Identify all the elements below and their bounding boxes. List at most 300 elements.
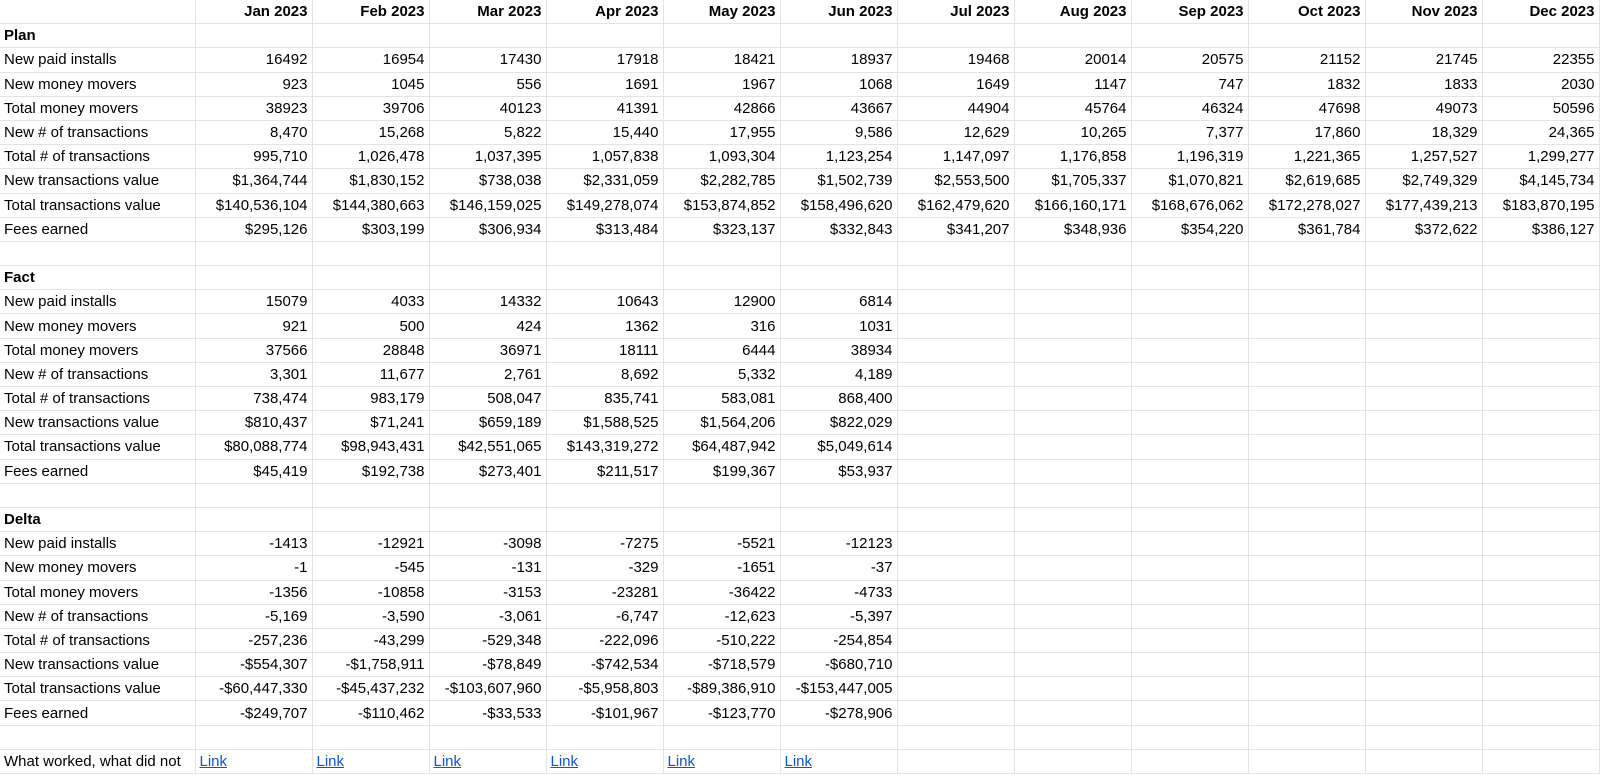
value-cell[interactable]: -$60,447,330: [195, 677, 312, 701]
value-cell[interactable]: $1,588,525: [546, 411, 663, 435]
value-cell[interactable]: 1,147,097: [897, 145, 1014, 169]
value-cell[interactable]: [1014, 435, 1131, 459]
value-cell[interactable]: 1,026,478: [312, 145, 429, 169]
empty-cell[interactable]: [1248, 266, 1365, 290]
value-cell[interactable]: [897, 435, 1014, 459]
value-cell[interactable]: $1,830,152: [312, 169, 429, 193]
empty-cell[interactable]: [1131, 24, 1248, 48]
section-title[interactable]: Fact: [0, 266, 195, 290]
empty-cell[interactable]: [195, 725, 312, 749]
value-cell[interactable]: [897, 580, 1014, 604]
empty-cell[interactable]: [897, 266, 1014, 290]
value-cell[interactable]: 1,196,319: [1131, 145, 1248, 169]
metric-label[interactable]: New money movers: [0, 72, 195, 96]
empty-cell[interactable]: [663, 483, 780, 507]
value-cell[interactable]: [1482, 677, 1599, 701]
value-cell[interactable]: $4,145,734: [1482, 169, 1599, 193]
value-cell[interactable]: -$78,849: [429, 653, 546, 677]
value-cell[interactable]: $166,160,171: [1014, 193, 1131, 217]
empty-cell[interactable]: [1365, 24, 1482, 48]
value-cell[interactable]: $2,553,500: [897, 169, 1014, 193]
value-cell[interactable]: -131: [429, 556, 546, 580]
value-cell[interactable]: $98,943,431: [312, 435, 429, 459]
value-cell[interactable]: 36971: [429, 338, 546, 362]
value-cell[interactable]: 21152: [1248, 48, 1365, 72]
value-cell[interactable]: 1068: [780, 72, 897, 96]
value-cell[interactable]: [1131, 628, 1248, 652]
empty-cell[interactable]: [663, 725, 780, 749]
value-cell[interactable]: -$249,707: [195, 701, 312, 725]
month-header-cell[interactable]: Oct 2023: [1248, 0, 1365, 24]
value-cell[interactable]: 47698: [1248, 96, 1365, 120]
value-cell[interactable]: $313,484: [546, 217, 663, 241]
value-cell[interactable]: 18,329: [1365, 120, 1482, 144]
value-cell[interactable]: $162,479,620: [897, 193, 1014, 217]
value-cell[interactable]: $386,127: [1482, 217, 1599, 241]
value-cell[interactable]: [897, 387, 1014, 411]
metric-label[interactable]: New # of transactions: [0, 120, 195, 144]
value-cell[interactable]: [1131, 532, 1248, 556]
value-cell[interactable]: $659,189: [429, 411, 546, 435]
value-cell[interactable]: -1356: [195, 580, 312, 604]
value-cell[interactable]: 2,761: [429, 362, 546, 386]
value-cell[interactable]: [1482, 362, 1599, 386]
metric-label[interactable]: Total transactions value: [0, 677, 195, 701]
value-cell[interactable]: 49073: [1365, 96, 1482, 120]
value-cell[interactable]: $361,784: [1248, 217, 1365, 241]
link-cell[interactable]: [1131, 749, 1248, 773]
value-cell[interactable]: -3,590: [312, 604, 429, 628]
value-cell[interactable]: 41391: [546, 96, 663, 120]
empty-cell[interactable]: [429, 24, 546, 48]
value-cell[interactable]: [1014, 290, 1131, 314]
empty-cell[interactable]: [312, 24, 429, 48]
value-cell[interactable]: [1248, 338, 1365, 362]
value-cell[interactable]: 39706: [312, 96, 429, 120]
value-cell[interactable]: [1014, 459, 1131, 483]
value-cell[interactable]: $153,874,852: [663, 193, 780, 217]
empty-cell[interactable]: [429, 507, 546, 531]
value-cell[interactable]: $1,705,337: [1014, 169, 1131, 193]
value-cell[interactable]: 8,692: [546, 362, 663, 386]
value-cell[interactable]: [1014, 314, 1131, 338]
value-cell[interactable]: [1248, 532, 1365, 556]
value-cell[interactable]: 1691: [546, 72, 663, 96]
value-cell[interactable]: -12,623: [663, 604, 780, 628]
empty-cell[interactable]: [780, 266, 897, 290]
metric-label[interactable]: Fees earned: [0, 217, 195, 241]
empty-cell[interactable]: [1365, 266, 1482, 290]
empty-cell[interactable]: [546, 507, 663, 531]
empty-cell[interactable]: [0, 725, 195, 749]
value-cell[interactable]: [1365, 290, 1482, 314]
value-cell[interactable]: -$5,958,803: [546, 677, 663, 701]
value-cell[interactable]: -23281: [546, 580, 663, 604]
value-cell[interactable]: -$153,447,005: [780, 677, 897, 701]
value-cell[interactable]: [1014, 556, 1131, 580]
value-cell[interactable]: -$110,462: [312, 701, 429, 725]
value-cell[interactable]: [897, 604, 1014, 628]
value-cell[interactable]: [1248, 653, 1365, 677]
value-cell[interactable]: 3,301: [195, 362, 312, 386]
notes-label[interactable]: What worked, what did not: [0, 749, 195, 773]
empty-cell[interactable]: [780, 483, 897, 507]
value-cell[interactable]: [1482, 701, 1599, 725]
value-cell[interactable]: 15079: [195, 290, 312, 314]
empty-cell[interactable]: [1365, 725, 1482, 749]
empty-cell[interactable]: [0, 483, 195, 507]
metric-label[interactable]: Total money movers: [0, 96, 195, 120]
value-cell[interactable]: 983,179: [312, 387, 429, 411]
empty-cell[interactable]: [1482, 725, 1599, 749]
section-title[interactable]: Plan: [0, 24, 195, 48]
metric-label[interactable]: New transactions value: [0, 411, 195, 435]
value-cell[interactable]: -222,096: [546, 628, 663, 652]
value-cell[interactable]: 17918: [546, 48, 663, 72]
link-cell[interactable]: [1014, 749, 1131, 773]
empty-cell[interactable]: [663, 266, 780, 290]
metric-label[interactable]: New transactions value: [0, 169, 195, 193]
value-cell[interactable]: $2,749,329: [1365, 169, 1482, 193]
metric-label[interactable]: Total # of transactions: [0, 628, 195, 652]
value-cell[interactable]: 44904: [897, 96, 1014, 120]
value-cell[interactable]: $1,502,739: [780, 169, 897, 193]
value-cell[interactable]: -3,061: [429, 604, 546, 628]
value-cell[interactable]: 12,629: [897, 120, 1014, 144]
value-cell[interactable]: $183,870,195: [1482, 193, 1599, 217]
metric-label[interactable]: New money movers: [0, 314, 195, 338]
empty-cell[interactable]: [195, 266, 312, 290]
value-cell[interactable]: [1131, 411, 1248, 435]
empty-cell[interactable]: [663, 241, 780, 265]
value-cell[interactable]: [1482, 653, 1599, 677]
month-header-cell[interactable]: Sep 2023: [1131, 0, 1248, 24]
value-cell[interactable]: -3098: [429, 532, 546, 556]
empty-cell[interactable]: [897, 241, 1014, 265]
value-cell[interactable]: -$45,437,232: [312, 677, 429, 701]
value-cell[interactable]: 6444: [663, 338, 780, 362]
empty-cell[interactable]: [1482, 483, 1599, 507]
value-cell[interactable]: $1,564,206: [663, 411, 780, 435]
value-cell[interactable]: 16492: [195, 48, 312, 72]
report-link[interactable]: Link: [199, 752, 228, 770]
report-link[interactable]: Link: [433, 752, 462, 770]
value-cell[interactable]: 508,047: [429, 387, 546, 411]
value-cell[interactable]: $53,937: [780, 459, 897, 483]
value-cell[interactable]: $341,207: [897, 217, 1014, 241]
value-cell[interactable]: $144,380,663: [312, 193, 429, 217]
metric-label[interactable]: Total transactions value: [0, 193, 195, 217]
empty-cell[interactable]: [1482, 507, 1599, 531]
value-cell[interactable]: -43,299: [312, 628, 429, 652]
value-cell[interactable]: $45,419: [195, 459, 312, 483]
value-cell[interactable]: [1014, 677, 1131, 701]
value-cell[interactable]: [897, 701, 1014, 725]
value-cell[interactable]: $177,439,213: [1365, 193, 1482, 217]
empty-cell[interactable]: [780, 507, 897, 531]
report-link[interactable]: Link: [550, 752, 579, 770]
value-cell[interactable]: $2,331,059: [546, 169, 663, 193]
value-cell[interactable]: $323,137: [663, 217, 780, 241]
value-cell[interactable]: -$680,710: [780, 653, 897, 677]
value-cell[interactable]: $168,676,062: [1131, 193, 1248, 217]
value-cell[interactable]: -4733: [780, 580, 897, 604]
report-link[interactable]: Link: [316, 752, 345, 770]
value-cell[interactable]: 42866: [663, 96, 780, 120]
month-header-cell[interactable]: Jun 2023: [780, 0, 897, 24]
value-cell[interactable]: $211,517: [546, 459, 663, 483]
empty-cell[interactable]: [663, 24, 780, 48]
value-cell[interactable]: [1482, 532, 1599, 556]
value-cell[interactable]: [1365, 628, 1482, 652]
value-cell[interactable]: 43667: [780, 96, 897, 120]
value-cell[interactable]: [1365, 387, 1482, 411]
value-cell[interactable]: $1,364,744: [195, 169, 312, 193]
empty-cell[interactable]: [897, 507, 1014, 531]
value-cell[interactable]: 995,710: [195, 145, 312, 169]
value-cell[interactable]: [1482, 604, 1599, 628]
value-cell[interactable]: 46324: [1131, 96, 1248, 120]
value-cell[interactable]: -1651: [663, 556, 780, 580]
value-cell[interactable]: 40123: [429, 96, 546, 120]
link-cell[interactable]: [429, 749, 546, 773]
empty-cell[interactable]: [546, 483, 663, 507]
empty-cell[interactable]: [0, 241, 195, 265]
value-cell[interactable]: [1482, 580, 1599, 604]
empty-cell[interactable]: [1131, 483, 1248, 507]
value-cell[interactable]: $810,437: [195, 411, 312, 435]
value-cell[interactable]: 15,440: [546, 120, 663, 144]
report-link[interactable]: Link: [784, 752, 813, 770]
value-cell[interactable]: -$123,770: [663, 701, 780, 725]
value-cell[interactable]: [1365, 556, 1482, 580]
value-cell[interactable]: [1482, 459, 1599, 483]
value-cell[interactable]: [1365, 604, 1482, 628]
value-cell[interactable]: $192,738: [312, 459, 429, 483]
value-cell[interactable]: 1,123,254: [780, 145, 897, 169]
empty-cell[interactable]: [429, 241, 546, 265]
value-cell[interactable]: [1482, 290, 1599, 314]
value-cell[interactable]: $372,622: [1365, 217, 1482, 241]
value-cell[interactable]: [1365, 314, 1482, 338]
metric-label[interactable]: New money movers: [0, 556, 195, 580]
value-cell[interactable]: -36422: [663, 580, 780, 604]
value-cell[interactable]: 1833: [1365, 72, 1482, 96]
value-cell[interactable]: [1248, 677, 1365, 701]
value-cell[interactable]: -12921: [312, 532, 429, 556]
metric-label[interactable]: Fees earned: [0, 701, 195, 725]
metric-label[interactable]: New paid installs: [0, 290, 195, 314]
empty-cell[interactable]: [1248, 241, 1365, 265]
month-header-cell[interactable]: Apr 2023: [546, 0, 663, 24]
value-cell[interactable]: -1413: [195, 532, 312, 556]
value-cell[interactable]: [1365, 580, 1482, 604]
value-cell[interactable]: 5,822: [429, 120, 546, 144]
value-cell[interactable]: [1014, 580, 1131, 604]
value-cell[interactable]: 38923: [195, 96, 312, 120]
corner-cell[interactable]: [0, 0, 195, 24]
month-header-cell[interactable]: Jan 2023: [195, 0, 312, 24]
value-cell[interactable]: -$718,579: [663, 653, 780, 677]
value-cell[interactable]: -$33,533: [429, 701, 546, 725]
value-cell[interactable]: 923: [195, 72, 312, 96]
month-header-cell[interactable]: May 2023: [663, 0, 780, 24]
value-cell[interactable]: 18937: [780, 48, 897, 72]
value-cell[interactable]: [1131, 604, 1248, 628]
value-cell[interactable]: [1248, 628, 1365, 652]
value-cell[interactable]: 18111: [546, 338, 663, 362]
value-cell[interactable]: [1131, 677, 1248, 701]
value-cell[interactable]: [1365, 411, 1482, 435]
value-cell[interactable]: [1131, 435, 1248, 459]
value-cell[interactable]: 4033: [312, 290, 429, 314]
empty-cell[interactable]: [1248, 507, 1365, 531]
value-cell[interactable]: [1014, 653, 1131, 677]
value-cell[interactable]: $64,487,942: [663, 435, 780, 459]
value-cell[interactable]: -510,222: [663, 628, 780, 652]
value-cell[interactable]: $158,496,620: [780, 193, 897, 217]
value-cell[interactable]: 17430: [429, 48, 546, 72]
value-cell[interactable]: 424: [429, 314, 546, 338]
empty-cell[interactable]: [1248, 24, 1365, 48]
empty-cell[interactable]: [897, 483, 1014, 507]
value-cell[interactable]: $143,319,272: [546, 435, 663, 459]
metric-label[interactable]: Fees earned: [0, 459, 195, 483]
value-cell[interactable]: [1131, 362, 1248, 386]
value-cell[interactable]: 20014: [1014, 48, 1131, 72]
metric-label[interactable]: Total transactions value: [0, 435, 195, 459]
value-cell[interactable]: -10858: [312, 580, 429, 604]
value-cell[interactable]: $738,038: [429, 169, 546, 193]
empty-cell[interactable]: [1014, 507, 1131, 531]
value-cell[interactable]: 8,470: [195, 120, 312, 144]
value-cell[interactable]: [1131, 290, 1248, 314]
value-cell[interactable]: 38934: [780, 338, 897, 362]
value-cell[interactable]: [1248, 580, 1365, 604]
value-cell[interactable]: 1967: [663, 72, 780, 96]
value-cell[interactable]: -257,236: [195, 628, 312, 652]
value-cell[interactable]: [1248, 290, 1365, 314]
empty-cell[interactable]: [1365, 241, 1482, 265]
value-cell[interactable]: [897, 556, 1014, 580]
value-cell[interactable]: [1131, 338, 1248, 362]
value-cell[interactable]: $2,282,785: [663, 169, 780, 193]
value-cell[interactable]: [1482, 387, 1599, 411]
value-cell[interactable]: [1482, 556, 1599, 580]
link-cell[interactable]: [780, 749, 897, 773]
value-cell[interactable]: -6,747: [546, 604, 663, 628]
value-cell[interactable]: -1: [195, 556, 312, 580]
value-cell[interactable]: [1365, 701, 1482, 725]
empty-cell[interactable]: [312, 507, 429, 531]
value-cell[interactable]: 6814: [780, 290, 897, 314]
value-cell[interactable]: $332,843: [780, 217, 897, 241]
value-cell[interactable]: 16954: [312, 48, 429, 72]
value-cell[interactable]: -5521: [663, 532, 780, 556]
empty-cell[interactable]: [195, 241, 312, 265]
value-cell[interactable]: [1014, 532, 1131, 556]
link-cell[interactable]: [546, 749, 663, 773]
value-cell[interactable]: -$89,386,910: [663, 677, 780, 701]
value-cell[interactable]: [897, 290, 1014, 314]
value-cell[interactable]: [1131, 653, 1248, 677]
value-cell[interactable]: [1014, 387, 1131, 411]
value-cell[interactable]: $273,401: [429, 459, 546, 483]
month-header-cell[interactable]: Dec 2023: [1482, 0, 1599, 24]
month-header-cell[interactable]: Aug 2023: [1014, 0, 1131, 24]
link-cell[interactable]: [1482, 749, 1599, 773]
value-cell[interactable]: [1131, 459, 1248, 483]
empty-cell[interactable]: [780, 725, 897, 749]
value-cell[interactable]: $1,070,821: [1131, 169, 1248, 193]
empty-cell[interactable]: [1365, 507, 1482, 531]
value-cell[interactable]: [1014, 701, 1131, 725]
empty-cell[interactable]: [1131, 725, 1248, 749]
value-cell[interactable]: 1147: [1014, 72, 1131, 96]
empty-cell[interactable]: [195, 507, 312, 531]
empty-cell[interactable]: [1131, 266, 1248, 290]
month-header-cell[interactable]: Nov 2023: [1365, 0, 1482, 24]
link-cell[interactable]: [1248, 749, 1365, 773]
value-cell[interactable]: 10643: [546, 290, 663, 314]
value-cell[interactable]: 921: [195, 314, 312, 338]
empty-cell[interactable]: [780, 24, 897, 48]
empty-cell[interactable]: [429, 266, 546, 290]
value-cell[interactable]: [1248, 459, 1365, 483]
value-cell[interactable]: [1365, 338, 1482, 362]
month-header-cell[interactable]: Mar 2023: [429, 0, 546, 24]
value-cell[interactable]: 1,257,527: [1365, 145, 1482, 169]
value-cell[interactable]: 1031: [780, 314, 897, 338]
value-cell[interactable]: [1365, 653, 1482, 677]
metric-label[interactable]: Total # of transactions: [0, 145, 195, 169]
value-cell[interactable]: [1248, 435, 1365, 459]
value-cell[interactable]: -7275: [546, 532, 663, 556]
value-cell[interactable]: [897, 411, 1014, 435]
value-cell[interactable]: [897, 362, 1014, 386]
value-cell[interactable]: $140,536,104: [195, 193, 312, 217]
value-cell[interactable]: -$742,534: [546, 653, 663, 677]
value-cell[interactable]: 500: [312, 314, 429, 338]
value-cell[interactable]: [1482, 628, 1599, 652]
value-cell[interactable]: -$554,307: [195, 653, 312, 677]
empty-cell[interactable]: [312, 725, 429, 749]
value-cell[interactable]: 1649: [897, 72, 1014, 96]
value-cell[interactable]: 316: [663, 314, 780, 338]
value-cell[interactable]: 19468: [897, 48, 1014, 72]
value-cell[interactable]: [1248, 701, 1365, 725]
empty-cell[interactable]: [195, 24, 312, 48]
report-link[interactable]: Link: [667, 752, 696, 770]
value-cell[interactable]: -545: [312, 556, 429, 580]
month-header-cell[interactable]: Jul 2023: [897, 0, 1014, 24]
value-cell[interactable]: -$278,906: [780, 701, 897, 725]
value-cell[interactable]: -5,397: [780, 604, 897, 628]
value-cell[interactable]: [1131, 580, 1248, 604]
empty-cell[interactable]: [312, 266, 429, 290]
value-cell[interactable]: [1131, 701, 1248, 725]
value-cell[interactable]: -329: [546, 556, 663, 580]
metric-label[interactable]: New paid installs: [0, 532, 195, 556]
empty-cell[interactable]: [546, 241, 663, 265]
value-cell[interactable]: $295,126: [195, 217, 312, 241]
value-cell[interactable]: [1248, 411, 1365, 435]
value-cell[interactable]: -3153: [429, 580, 546, 604]
value-cell[interactable]: -529,348: [429, 628, 546, 652]
value-cell[interactable]: $5,049,614: [780, 435, 897, 459]
value-cell[interactable]: -12123: [780, 532, 897, 556]
value-cell[interactable]: [897, 459, 1014, 483]
